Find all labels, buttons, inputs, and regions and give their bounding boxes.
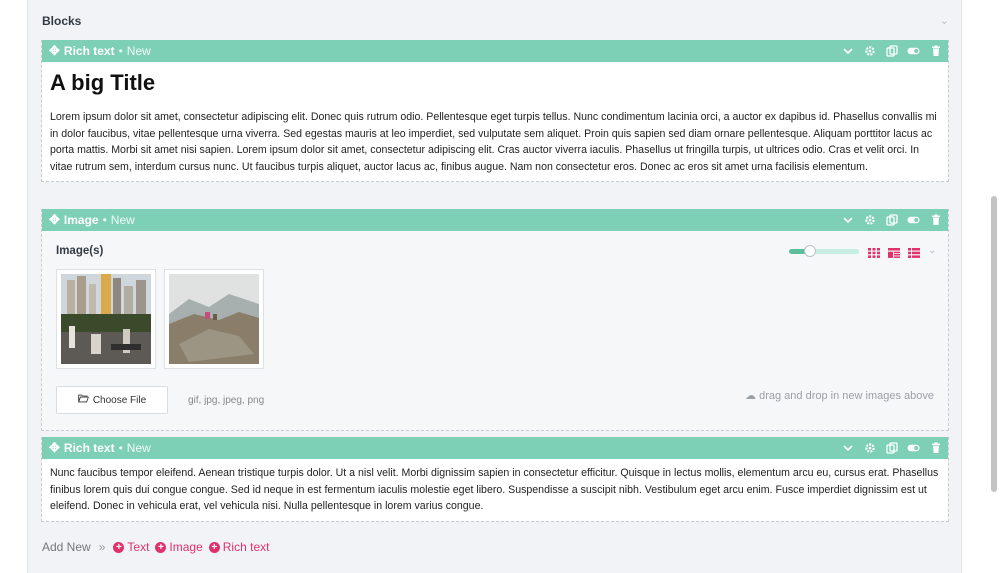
block-header[interactable] [42, 40, 948, 62]
add-rich-text-button[interactable] [209, 540, 270, 554]
toggle-icon[interactable] [907, 45, 920, 58]
allowed-file-types: gif, jpg, jpeg, png [188, 395, 265, 406]
add-text-button[interactable] [113, 540, 149, 554]
block-type-label: Image [63, 213, 99, 227]
rich-text-block [41, 437, 949, 522]
delete-trash-icon[interactable] [929, 45, 942, 58]
image-block [41, 209, 949, 431]
rich-text-content[interactable]: Nunc faucibus tempor eleifend. Aenean tristique turpis dolor. Ut a nisl velit. Morbi dignissim sapien in consectetur efficitur. Quisque in lectus mollis, elementum arcu eu, cursus erat. Phasellus finibus lorem quis dui congue congue. Sed id neque in est fermentum iaculis molestie eget libero. Suspendisse a suscipit nibh. Vestibulum eget arcu enim. Fusce imperdiet dignissim est ut eleifend. Donec in vehicula erat, vel vehicula nisi. Nulla pellentesque in lorem varius congue. [50, 467, 939, 513]
collapse-chevron-icon[interactable] [841, 45, 854, 58]
block-body [42, 459, 948, 521]
settings-gear-icon[interactable] [863, 45, 876, 58]
add-option-label: Image [169, 540, 203, 554]
settings-gear-icon[interactable] [863, 442, 876, 455]
move-handle-icon[interactable]: ✥ [49, 440, 60, 455]
settings-gear-icon[interactable] [863, 214, 876, 227]
block-status: New [126, 44, 151, 58]
block-status: New [126, 441, 151, 455]
mountain-rock-photo [169, 274, 259, 364]
thumbnail-size-slider[interactable] [789, 249, 859, 254]
duplicate-icon[interactable] [885, 45, 898, 58]
page-scrollbar[interactable] [991, 196, 997, 492]
drag-drop-text: drag and drop in new images above [759, 390, 934, 402]
choose-file-label: Choose File [92, 394, 147, 406]
block-type-label: Rich text [63, 441, 115, 455]
detail-view-icon[interactable] [888, 245, 900, 263]
add-image-button[interactable] [155, 540, 202, 554]
view-options-chevron-icon[interactable]: ⌄ [928, 245, 937, 256]
folder-open-icon [78, 394, 89, 406]
collapse-chevron-icon[interactable] [841, 442, 854, 455]
plus-circle-icon: + [113, 542, 124, 553]
rich-text-heading[interactable]: A big Title [50, 70, 156, 95]
plus-circle-icon: + [209, 542, 220, 553]
slider-knob[interactable] [804, 245, 816, 257]
duplicate-icon[interactable] [885, 214, 898, 227]
image-thumbnail[interactable] [164, 269, 264, 369]
drag-drop-hint [745, 389, 934, 402]
collapse-chevron-icon[interactable] [841, 214, 854, 227]
panel-title: Blocks [42, 14, 82, 28]
duplicate-icon[interactable] [885, 442, 898, 455]
separator-dot: • [102, 213, 107, 227]
toggle-icon[interactable] [907, 214, 920, 227]
block-header[interactable] [42, 209, 948, 231]
double-chevron-right-icon: » [98, 540, 106, 554]
blocks-panel [27, 0, 962, 573]
add-new-label: Add New [42, 540, 91, 554]
block-body [42, 62, 948, 181]
cloud-upload-icon: ☁ [745, 390, 757, 402]
add-new-bar [42, 540, 269, 554]
city-rooftop-photo [61, 274, 151, 364]
choose-file-button[interactable] [56, 386, 168, 414]
block-type-label: Rich text [63, 44, 115, 58]
grid-view-icon[interactable] [868, 245, 880, 263]
image-block-body [42, 231, 948, 430]
list-view-icon[interactable] [908, 245, 920, 263]
image-thumbnail[interactable] [56, 269, 156, 369]
separator-dot: • [118, 44, 123, 58]
add-option-label: Text [127, 540, 150, 554]
panel-collapse-chevron-icon[interactable]: ⌄ [939, 15, 949, 27]
delete-trash-icon[interactable] [929, 442, 942, 455]
block-header[interactable] [42, 437, 948, 459]
separator-dot: • [118, 441, 123, 455]
toggle-icon[interactable] [907, 442, 920, 455]
rich-text-block [41, 40, 949, 182]
move-handle-icon[interactable]: ✥ [49, 43, 60, 58]
plus-circle-icon: + [155, 542, 166, 553]
block-status: New [110, 213, 135, 227]
delete-trash-icon[interactable] [929, 214, 942, 227]
move-handle-icon[interactable]: ✥ [49, 212, 60, 227]
images-field-label: Image(s) [56, 245, 104, 257]
add-option-label: Rich text [222, 540, 270, 554]
rich-text-content[interactable]: Lorem ipsum dolor sit amet, consectetur adipiscing elit. Donec quis rutrum odio. Pellentesque eget turpis tellus. Nunc condimentum lacinia orci, a auctor ex dapibus id. Phasellus convallis mi in dolor faucibus, vitae pellentesque urna viverra. Sed egestas mauris at leo imperdiet, sed vulputate sem aliquet. Proin quis sapien sed diam ornare pellentesque. Aliquam porttitor lacus ac porta mattis. Morbi sit amet nisi sapien. Lorem ipsum dolor sit amet, consectetur adipiscing elit. Cras auctor viverra iaculis. Phasellus ut fringilla turpis, ut ultrices odio. Cras et velit orci. In vitae rutrum sem, interdum cursus nunc. Ut faucibus turpis aliquet, auctor lacus ac, finibus augue. Nam non consectetur eros. Donec ac eros sit amet urna facilisis elementum. [50, 111, 937, 173]
